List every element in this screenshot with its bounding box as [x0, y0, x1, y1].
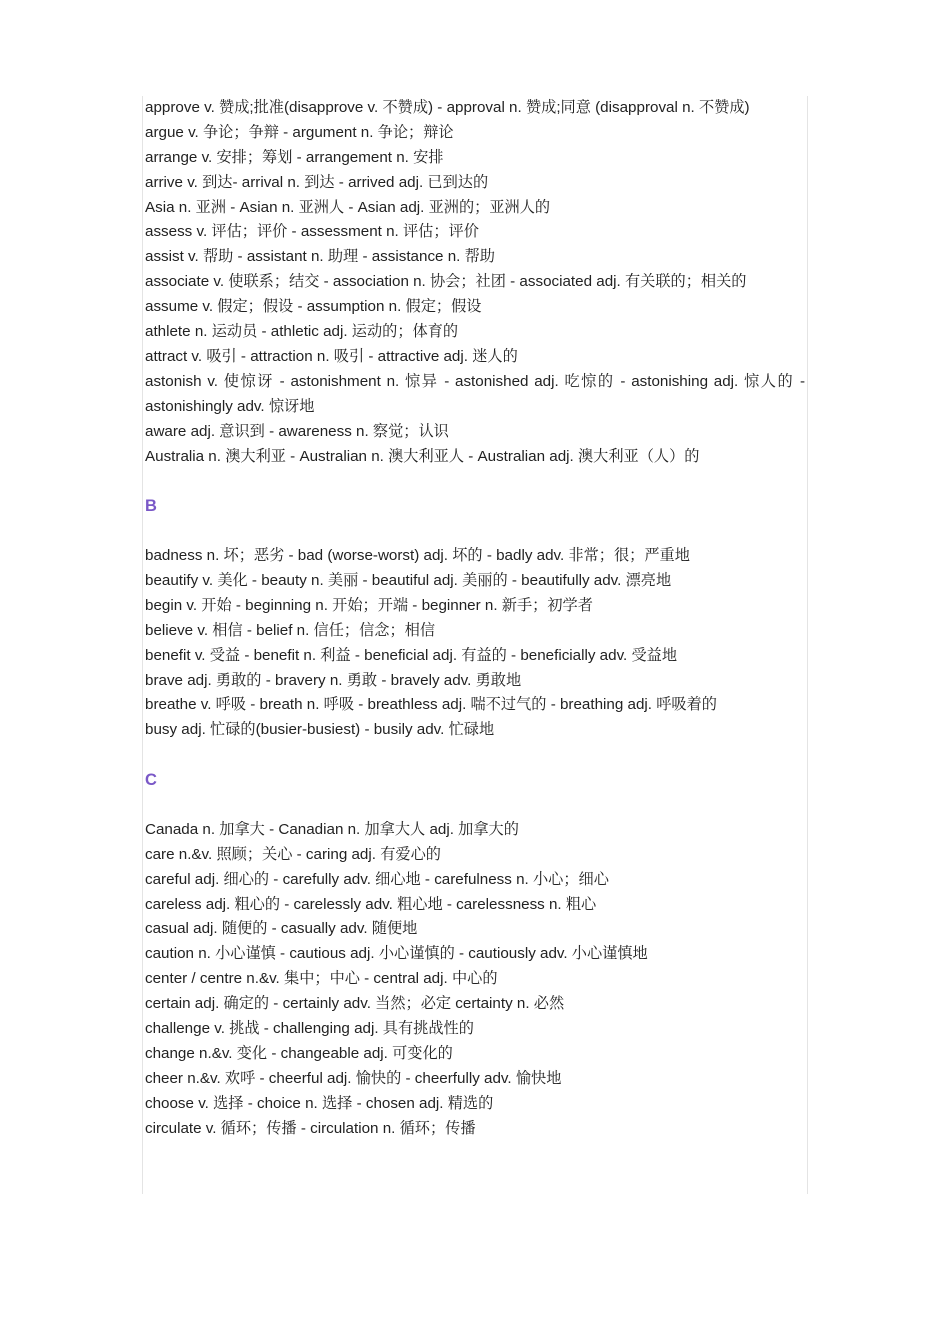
section-heading-c: C — [145, 771, 157, 790]
entry-cheer: cheer n.&v. 欢呼 - cheerful adj. 愉快的 - cheerfully adv. 愉快地 — [145, 1069, 562, 1087]
entry-canada: Canada n. 加拿大 - Canadian n. 加拿大人 adj. 加拿大的 — [145, 820, 519, 838]
spacer — [145, 743, 805, 768]
entry-brave: brave adj. 勇敢的 - bravery n. 勇敢 - bravely adv. 勇敢地 — [145, 671, 522, 689]
entry-circulate: circulate v. 循环；传播 - circulation n. 循环；传播 — [145, 1119, 476, 1137]
spacer — [145, 519, 805, 544]
section-heading-b: B — [145, 497, 157, 516]
entry-casual: casual adj. 随便的 - casually adv. 随便地 — [145, 920, 418, 938]
entry-argue: argue v. 争论；争辩 - argument n. 争论；辩论 — [145, 123, 454, 141]
entry-careless: careless adj. 粗心的 - carelessly adv. 粗心地 - carelessness n. 粗心 — [145, 895, 597, 913]
entry-begin: begin v. 开始 - beginning n. 开始；开端 - beginner n. 新手；初学者 — [145, 596, 593, 614]
entry-approve: approve v. 赞成;批准(disapprove v. 不赞成) - approval n. 赞成;同意 (disapproval n. 不赞成) — [145, 99, 750, 116]
entry-careful: careful adj. 细心的 - carefully adv. 细心地 - carefulness n. 小心；细心 — [145, 870, 609, 888]
entry-astonish: astonish v. 使惊讶 - astonishment n. 惊异 - astonished adj. 吃惊的 - astonishing adj. 惊人的 - astonishingly adv. 惊讶地 — [145, 372, 805, 415]
entry-arrange: arrange v. 安排；筹划 - arrangement n. 安排 — [145, 148, 444, 166]
entry-change: change n.&v. 变化 - changeable adj. 可变化的 — [145, 1044, 453, 1062]
entry-busy: busy adj. 忙碌的(busier-busiest) - busily adv. 忙碌地 — [145, 721, 495, 739]
entry-believe: believe v. 相信 - belief n. 信任；信念；相信 — [145, 621, 436, 639]
document-page — [142, 96, 808, 1194]
entry-assess: assess v. 评估；评价 - assessment n. 评估；评价 — [145, 223, 479, 241]
spacer — [145, 793, 805, 818]
spacer — [145, 469, 805, 494]
entry-choose: choose v. 选择 - choice n. 选择 - chosen adj. 精选的 — [145, 1094, 494, 1112]
entry-attract: attract v. 吸引 - attraction n. 吸引 - attractive adj. 迷人的 — [145, 347, 518, 365]
entry-aware: aware adj. 意识到 - awareness n. 察觉；认识 — [145, 422, 449, 440]
entry-arrive: arrive v. 到达- arrival n. 到达 - arrived adj. 已到达的 — [145, 173, 489, 191]
entry-benefit: benefit v. 受益 - benefit n. 利益 - beneficial adj. 有益的 - beneficially adv. 受益地 — [145, 646, 678, 664]
entry-center: center / centre n.&v. 集中；中心 - central adj. 中心的 — [145, 970, 498, 988]
entry-assume: assume v. 假定；假设 - assumption n. 假定；假设 — [145, 298, 482, 316]
entry-asia: Asia n. 亚洲 - Asian n. 亚洲人 - Asian adj. 亚洲的；亚洲人的 — [145, 198, 551, 216]
entry-australia: Australia n. 澳大利亚 - Australian n. 澳大利亚人 - Australian adj. 澳大利亚（人）的 — [145, 447, 700, 465]
entry-certain: certain adj. 确定的 - certainly adv. 当然；必定 certainty n. 必然 — [145, 995, 565, 1013]
entry-caution: caution n. 小心谨慎 - cautious adj. 小心谨慎的 - cautiously adv. 小心谨慎地 — [145, 945, 648, 963]
entry-care: care n.&v. 照顾；关心 - caring adj. 有爱心的 — [145, 845, 441, 863]
entry-beautify: beautify v. 美化 - beauty n. 美丽 - beautiful adj. 美丽的 - beautifully adv. 漂亮地 — [145, 571, 672, 589]
entry-athlete: athlete n. 运动员 - athletic adj. 运动的；体育的 — [145, 323, 459, 341]
entry-challenge: challenge v. 挑战 - challenging adj. 具有挑战性的 — [145, 1020, 474, 1038]
entry-badness: badness n. 坏；恶劣 - bad (worse-worst) adj. 坏的 - badly adv. 非常；很；严重地 — [145, 547, 690, 565]
entry-assist: assist v. 帮助 - assistant n. 助理 - assistance n. 帮助 — [145, 248, 495, 266]
entry-associate: associate v. 使联系；结交 - association n. 协会；社团 - associated adj. 有关联的；相关的 — [145, 273, 747, 291]
entry-breathe: breathe v. 呼吸 - breath n. 呼吸 - breathless adj. 喘不过气的 - breathing adj. 呼吸着的 — [145, 696, 717, 714]
